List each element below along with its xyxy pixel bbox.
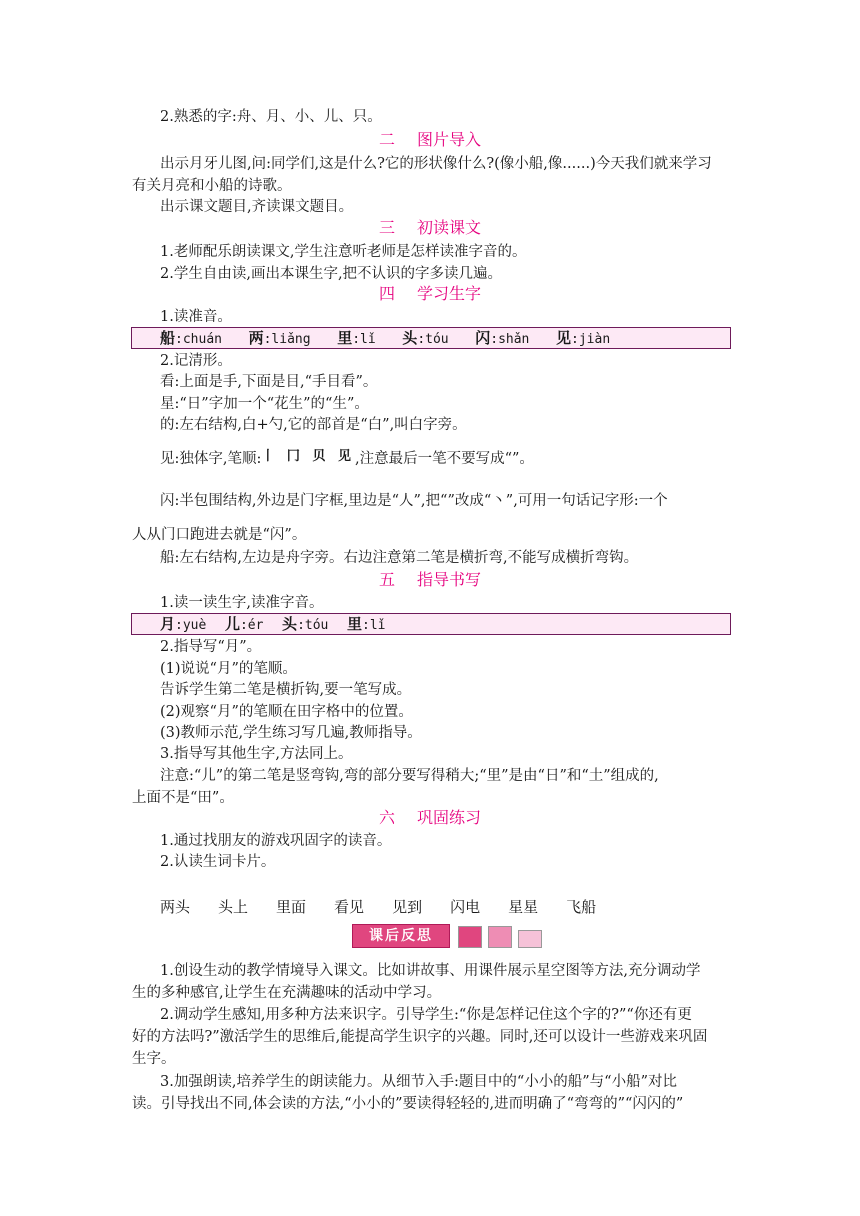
text-line: 人从门口跑进去就是“闪”。 — [132, 527, 307, 543]
pinyin-item — [556, 328, 610, 350]
pinyin-box — [131, 327, 731, 349]
heading-title: 图片导入 — [417, 130, 482, 149]
text-line: 告诉学生第二笔是横折钩,要一笔写成。 — [160, 682, 412, 698]
char: 头 — [402, 329, 418, 347]
pinyin-item — [249, 328, 311, 350]
text-segment: 见:独体字,笔顺: — [160, 451, 262, 467]
text-line: (1)说说“月”的笔顺。 — [160, 661, 297, 677]
word-card: 星星 — [508, 898, 539, 916]
word-card: 看见 — [334, 898, 365, 916]
heading-number: 二 — [378, 130, 395, 149]
text-line: 2.指导写“月”。 — [160, 639, 262, 655]
pinyin: :yuè — [175, 618, 207, 633]
heading-title: 指导书写 — [417, 570, 482, 589]
text-segment: ,注意最后一笔不要写成“”。 — [354, 451, 534, 467]
text-line: 1.读准音。 — [160, 309, 232, 325]
word-card: 头上 — [218, 898, 249, 916]
pinyin: :shǎn — [490, 332, 530, 347]
text-line: 1.老师配乐朗读课文,学生注意听老师是怎样读准字音的。 — [160, 244, 527, 260]
text-line: 生字。 — [132, 1051, 176, 1067]
pinyin-item — [160, 328, 222, 350]
word-card: 里面 — [276, 898, 307, 916]
char: 两 — [248, 329, 264, 347]
text-line: (3)教师示范,学生练习写几遍,教师指导。 — [160, 725, 422, 741]
pinyin: :jiàn — [571, 332, 611, 347]
text-line: 上面不是“田”。 — [132, 790, 234, 806]
pinyin: :tóu — [297, 618, 329, 633]
text-line: 1.读一读生字,读准字音。 — [160, 595, 324, 611]
char: 头 — [282, 615, 298, 633]
pinyin: :tóu — [417, 332, 449, 347]
section-heading-2 — [130, 130, 730, 150]
heading-number: 四 — [378, 284, 395, 303]
stroke-order-glyphs: 丨 冂 贝 见 — [261, 449, 355, 464]
pinyin-item — [475, 328, 529, 350]
text-line: 有关月亮和小船的诗歌。 — [132, 178, 292, 194]
text-line: 的:左右结构,白+勺,它的部首是“白”,叫白字旁。 — [160, 417, 467, 433]
heading-title: 学习生字 — [417, 284, 482, 303]
text-line: 出示月牙儿图,问:同学们,这是什么?它的形状像什么?(像小船,像......)今天我们就来学习 — [160, 156, 712, 172]
text-line: 1.创设生动的教学情境导入课文。比如讲故事、用课件展示星空图等方法,充分调动学 — [160, 963, 701, 979]
char: 儿 — [224, 615, 240, 633]
pinyin-box — [131, 613, 731, 635]
word-card-list — [160, 896, 624, 917]
text-line: 出示课文题目,齐读课文题目。 — [160, 199, 354, 215]
heading-title: 初读课文 — [417, 218, 482, 237]
char: 闪 — [475, 329, 491, 347]
text-line-stroke-order — [160, 448, 760, 468]
text-line: (2)观察“月”的笔顺在田字格中的位置。 — [160, 704, 413, 720]
word-card: 见到 — [392, 898, 423, 916]
word-card: 两头 — [160, 898, 191, 916]
text-line: 2.学生自由读,画出本课生字,把不认识的字多读几遍。 — [160, 266, 503, 282]
text-line: 2.调动学生感知,用多种方法来识字。引导学生:“你是怎样记住这个字的?”“你还有更 — [160, 1007, 692, 1023]
text-line: 2.记清形。 — [160, 353, 232, 369]
text-line: 闪:半包围结构,外边是门字框,里边是“人”,把“”改成“丶”,可用一句话记字形:一个 — [160, 493, 668, 509]
heading-number: 五 — [378, 570, 395, 589]
heading-number: 六 — [378, 808, 395, 827]
pinyin-item — [347, 614, 386, 636]
text-line: 好的方法吗?”激活学生的思维后,能提高学生识字的兴趣。同时,还可以设计一些游戏来巩固 — [132, 1029, 708, 1045]
char: 见 — [556, 329, 572, 347]
char: 月 — [160, 615, 176, 633]
pinyin-item — [160, 614, 206, 636]
reflection-tag: 课后反思 — [352, 924, 450, 948]
pinyin: :liǎng — [263, 332, 311, 347]
section-heading-3 — [130, 218, 730, 238]
word-card: 飞船 — [566, 898, 597, 916]
pinyin: :ér — [239, 618, 264, 633]
section-heading-6 — [130, 808, 730, 828]
pinyin-item — [282, 614, 328, 636]
char: 里 — [346, 615, 362, 633]
text-line: 2.认读生词卡片。 — [160, 854, 276, 870]
decor-square — [518, 930, 542, 948]
decor-square — [488, 926, 512, 948]
pinyin: :lǐ — [352, 332, 376, 347]
pinyin-item — [225, 614, 264, 636]
text-line: 注意:“儿”的第二笔是竖弯钩,弯的部分要写得稍大;“里”是由“日”和“土”组成的, — [160, 768, 659, 784]
text-line: 星:“日”字加一个“花生”的“生”。 — [160, 396, 369, 412]
text-line: 2.熟悉的字:舟、月、小、儿、只。 — [160, 109, 382, 125]
char: 船 — [160, 329, 176, 347]
pinyin-item — [337, 328, 376, 350]
text-line: 3.指导写其他生字,方法同上。 — [160, 746, 353, 762]
text-line: 1.通过找朋友的游戏巩固字的读音。 — [160, 833, 392, 849]
char: 里 — [337, 329, 353, 347]
text-line: 读。引导找出不同,体会读的方法,“小小的”要读得轻轻的,进而明确了“弯弯的”“闪闪的” — [132, 1096, 684, 1112]
section-heading-5 — [130, 570, 730, 590]
text-line: 生的多种感官,让学生在充满趣味的活动中学习。 — [132, 985, 442, 1001]
pinyin: :lǐ — [362, 618, 386, 633]
text-line: 看:上面是手,下面是目,“手目看”。 — [160, 374, 378, 390]
pinyin-item — [402, 328, 448, 350]
decor-square — [458, 926, 482, 948]
text-line: 3.加强朗读,培养学生的朗读能力。从细节入手:题目中的“小小的船”与“小船”对比 — [160, 1074, 677, 1090]
heading-title: 巩固练习 — [417, 808, 482, 827]
heading-number: 三 — [378, 218, 395, 237]
text-line: 船:左右结构,左边是舟字旁。右边注意第二笔是横折弯,不能写成横折弯钩。 — [160, 550, 639, 566]
pinyin: :chuán — [175, 332, 222, 347]
section-heading-4 — [130, 284, 730, 304]
word-card: 闪电 — [450, 898, 481, 916]
